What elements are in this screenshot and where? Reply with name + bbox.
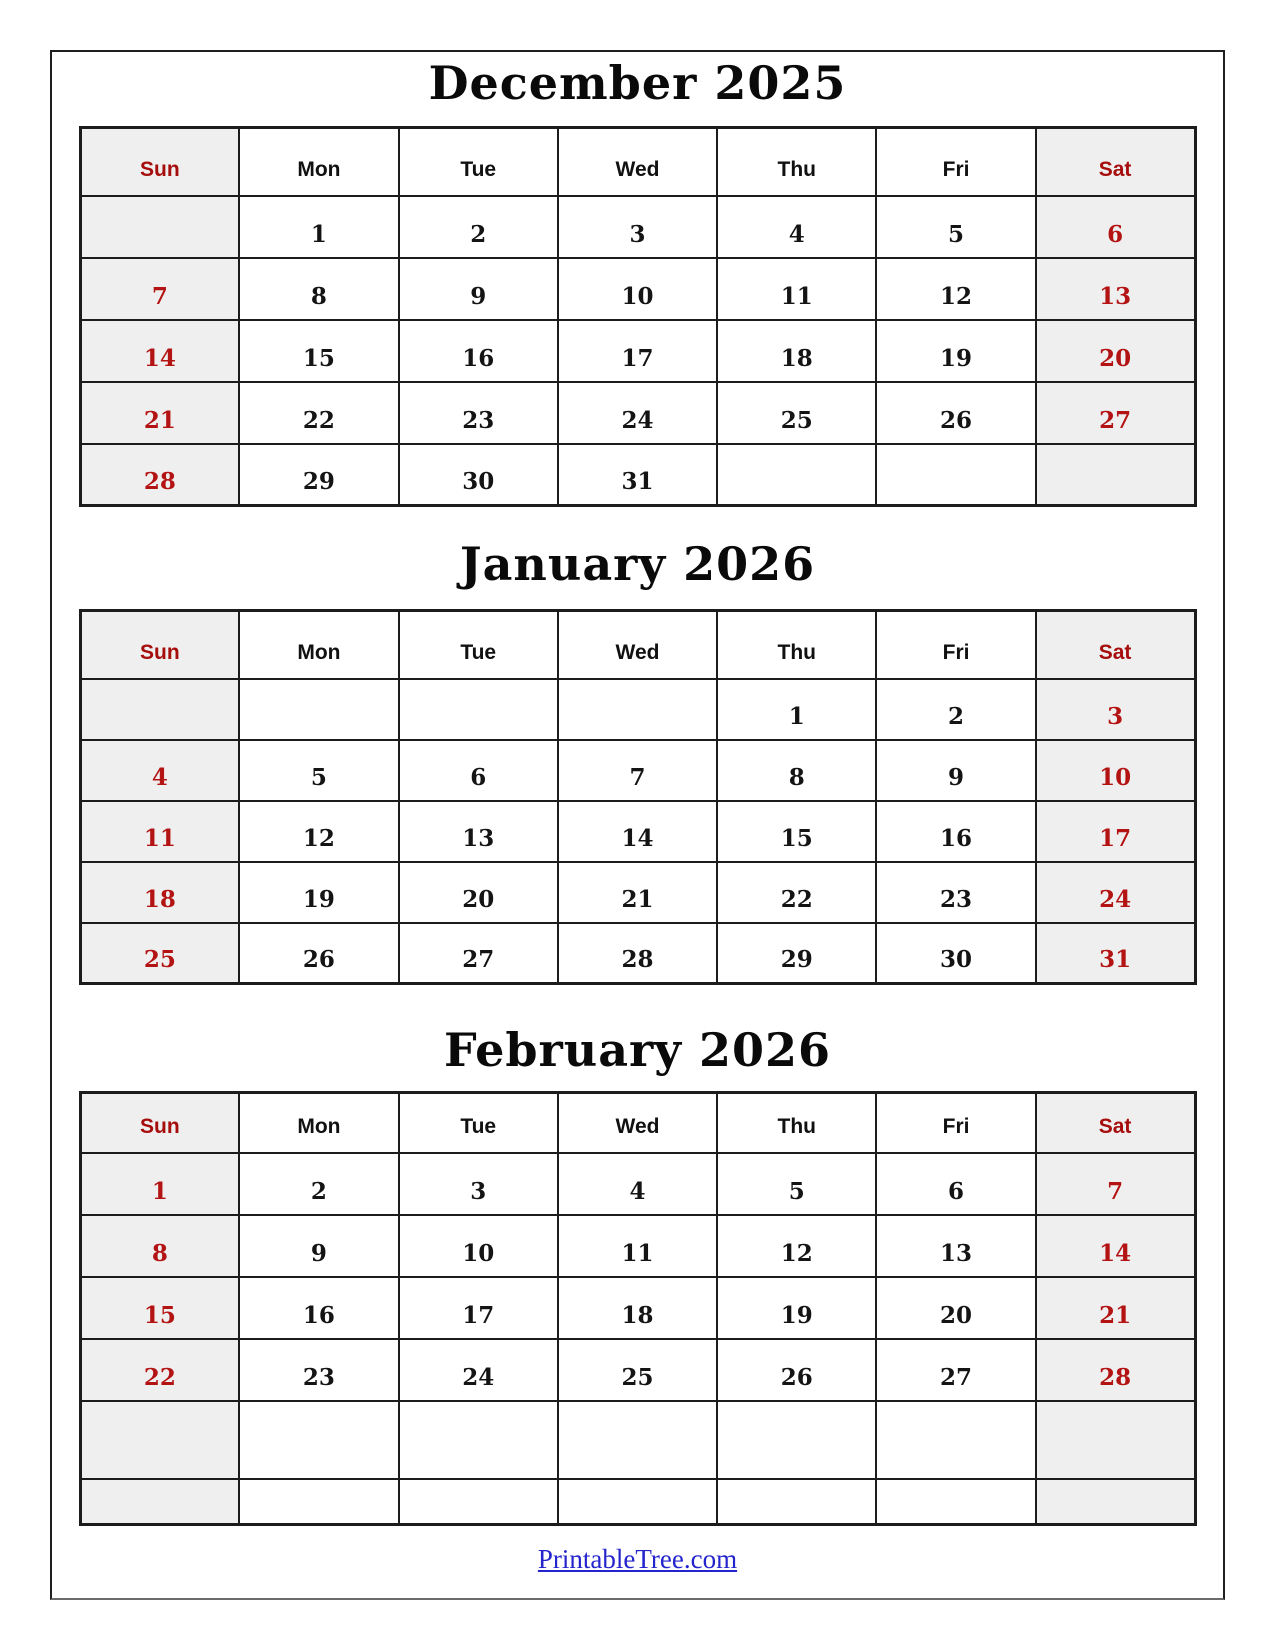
empty-cell <box>1036 1479 1195 1525</box>
date-cell: 17 <box>558 320 717 382</box>
month-section <box>52 1021 1223 1526</box>
page-border-frame <box>50 50 1225 1600</box>
date-cell: 10 <box>558 258 717 320</box>
date-cell: 14 <box>1036 1215 1195 1277</box>
date-cell: 19 <box>717 1277 876 1339</box>
week-row <box>80 1479 1195 1525</box>
date-cell: 23 <box>876 862 1035 923</box>
date-cell: 21 <box>1036 1277 1195 1339</box>
date-cell: 4 <box>717 196 876 258</box>
date-cell: 15 <box>717 801 876 862</box>
weekday-header-fri: Fri <box>876 611 1035 679</box>
months-container <box>52 54 1223 1526</box>
date-cell: 18 <box>558 1277 717 1339</box>
weekday-header-row <box>80 1093 1195 1153</box>
weekday-header-thu: Thu <box>717 611 876 679</box>
date-cell: 7 <box>558 740 717 801</box>
weekday-header-row <box>80 611 1195 679</box>
date-cell: 22 <box>80 1339 239 1401</box>
weekday-header-fri: Fri <box>876 1093 1035 1153</box>
date-cell: 6 <box>876 1153 1035 1215</box>
week-row <box>80 444 1195 506</box>
date-cell: 13 <box>876 1215 1035 1277</box>
date-cell: 4 <box>558 1153 717 1215</box>
empty-cell <box>239 679 398 740</box>
date-cell: 14 <box>558 801 717 862</box>
date-cell: 11 <box>717 258 876 320</box>
date-cell: 16 <box>399 320 558 382</box>
date-cell: 31 <box>558 444 717 506</box>
date-cell: 1 <box>239 196 398 258</box>
date-cell: 25 <box>80 923 239 984</box>
date-cell: 20 <box>876 1277 1035 1339</box>
empty-cell <box>558 1401 717 1479</box>
empty-cell <box>717 444 876 506</box>
week-row <box>80 679 1195 740</box>
date-cell: 5 <box>717 1153 876 1215</box>
empty-cell <box>717 1401 876 1479</box>
date-cell: 3 <box>558 196 717 258</box>
date-cell: 26 <box>717 1339 876 1401</box>
date-cell: 8 <box>717 740 876 801</box>
week-row <box>80 1215 1195 1277</box>
week-row <box>80 740 1195 801</box>
empty-cell <box>239 1401 398 1479</box>
date-cell: 24 <box>399 1339 558 1401</box>
month-section <box>52 535 1223 985</box>
empty-cell <box>717 1479 876 1525</box>
week-row <box>80 1277 1195 1339</box>
weekday-header-thu: Thu <box>717 128 876 196</box>
date-cell: 3 <box>1036 679 1195 740</box>
date-cell: 1 <box>717 679 876 740</box>
weekday-header-thu: Thu <box>717 1093 876 1153</box>
date-cell: 19 <box>239 862 398 923</box>
date-cell: 16 <box>876 801 1035 862</box>
date-cell: 10 <box>399 1215 558 1277</box>
date-cell: 25 <box>558 1339 717 1401</box>
date-cell: 4 <box>80 740 239 801</box>
weekday-header-tue: Tue <box>399 1093 558 1153</box>
date-cell: 5 <box>876 196 1035 258</box>
date-cell: 24 <box>558 382 717 444</box>
week-row <box>80 1339 1195 1401</box>
date-cell: 7 <box>1036 1153 1195 1215</box>
weekday-header-tue: Tue <box>399 611 558 679</box>
empty-cell <box>558 679 717 740</box>
date-cell: 27 <box>399 923 558 984</box>
date-cell: 13 <box>399 801 558 862</box>
date-cell: 6 <box>1036 196 1195 258</box>
date-cell: 20 <box>399 862 558 923</box>
date-cell: 28 <box>1036 1339 1195 1401</box>
date-cell: 31 <box>1036 923 1195 984</box>
empty-cell <box>399 1401 558 1479</box>
empty-cell <box>80 1401 239 1479</box>
calendar-table <box>79 1091 1197 1526</box>
date-cell: 2 <box>876 679 1035 740</box>
date-cell: 1 <box>80 1153 239 1215</box>
empty-cell <box>876 1479 1035 1525</box>
empty-cell <box>239 1479 398 1525</box>
date-cell: 9 <box>239 1215 398 1277</box>
calendar-table <box>79 126 1197 507</box>
date-cell: 17 <box>399 1277 558 1339</box>
weekday-header-sat: Sat <box>1036 611 1195 679</box>
weekday-header-sun: Sun <box>80 1093 239 1153</box>
weekday-header-sun: Sun <box>80 128 239 196</box>
month-title: January 2026 <box>459 537 816 591</box>
date-cell: 11 <box>80 801 239 862</box>
week-row <box>80 923 1195 984</box>
month-title: February 2026 <box>443 1023 832 1077</box>
empty-cell <box>399 679 558 740</box>
weekday-header-wed: Wed <box>558 611 717 679</box>
date-cell: 8 <box>80 1215 239 1277</box>
week-row <box>80 1401 1195 1479</box>
date-cell: 21 <box>80 382 239 444</box>
date-cell: 23 <box>399 382 558 444</box>
date-cell: 20 <box>1036 320 1195 382</box>
date-cell: 27 <box>876 1339 1035 1401</box>
weekday-header-sat: Sat <box>1036 128 1195 196</box>
weekday-header-wed: Wed <box>558 128 717 196</box>
week-row <box>80 320 1195 382</box>
week-row <box>80 258 1195 320</box>
date-cell: 17 <box>1036 801 1195 862</box>
printabletree-link[interactable]: PrintableTree.com <box>537 1544 738 1574</box>
week-row <box>80 1153 1195 1215</box>
weekday-header-sun: Sun <box>80 611 239 679</box>
weekday-header-mon: Mon <box>239 611 398 679</box>
week-row <box>80 801 1195 862</box>
date-cell: 28 <box>558 923 717 984</box>
date-cell: 5 <box>239 740 398 801</box>
date-cell: 18 <box>80 862 239 923</box>
date-cell: 19 <box>876 320 1035 382</box>
date-cell: 15 <box>239 320 398 382</box>
date-cell: 16 <box>239 1277 398 1339</box>
date-cell: 23 <box>239 1339 398 1401</box>
date-cell: 9 <box>399 258 558 320</box>
weekday-header-mon: Mon <box>239 128 398 196</box>
date-cell: 7 <box>80 258 239 320</box>
date-cell: 13 <box>1036 258 1195 320</box>
date-cell: 30 <box>399 444 558 506</box>
calendar-table <box>79 609 1197 985</box>
week-row <box>80 862 1195 923</box>
date-cell: 24 <box>1036 862 1195 923</box>
date-cell: 29 <box>717 923 876 984</box>
date-cell: 12 <box>717 1215 876 1277</box>
empty-cell <box>876 1401 1035 1479</box>
weekday-header-fri: Fri <box>876 128 1035 196</box>
weekday-header-sat: Sat <box>1036 1093 1195 1153</box>
date-cell: 11 <box>558 1215 717 1277</box>
date-cell: 8 <box>239 258 398 320</box>
date-cell: 9 <box>876 740 1035 801</box>
date-cell: 12 <box>876 258 1035 320</box>
empty-cell <box>80 196 239 258</box>
date-cell: 28 <box>80 444 239 506</box>
date-cell: 26 <box>239 923 398 984</box>
date-cell: 14 <box>80 320 239 382</box>
empty-cell <box>80 679 239 740</box>
date-cell: 22 <box>239 382 398 444</box>
date-cell: 15 <box>80 1277 239 1339</box>
week-row <box>80 382 1195 444</box>
date-cell: 2 <box>239 1153 398 1215</box>
footer <box>52 1544 1223 1575</box>
empty-cell <box>876 444 1035 506</box>
date-cell: 21 <box>558 862 717 923</box>
weekday-header-wed: Wed <box>558 1093 717 1153</box>
weekday-header-mon: Mon <box>239 1093 398 1153</box>
empty-cell <box>399 1479 558 1525</box>
date-cell: 18 <box>717 320 876 382</box>
date-cell: 3 <box>399 1153 558 1215</box>
date-cell: 12 <box>239 801 398 862</box>
empty-cell <box>1036 444 1195 506</box>
empty-cell <box>558 1479 717 1525</box>
week-row <box>80 196 1195 258</box>
date-cell: 25 <box>717 382 876 444</box>
weekday-header-tue: Tue <box>399 128 558 196</box>
date-cell: 29 <box>239 444 398 506</box>
month-section <box>52 54 1223 507</box>
date-cell: 2 <box>399 196 558 258</box>
date-cell: 6 <box>399 740 558 801</box>
date-cell: 27 <box>1036 382 1195 444</box>
weekday-header-row <box>80 128 1195 196</box>
date-cell: 22 <box>717 862 876 923</box>
date-cell: 10 <box>1036 740 1195 801</box>
empty-cell <box>1036 1401 1195 1479</box>
month-title: December 2025 <box>428 56 847 110</box>
date-cell: 30 <box>876 923 1035 984</box>
empty-cell <box>80 1479 239 1525</box>
date-cell: 26 <box>876 382 1035 444</box>
